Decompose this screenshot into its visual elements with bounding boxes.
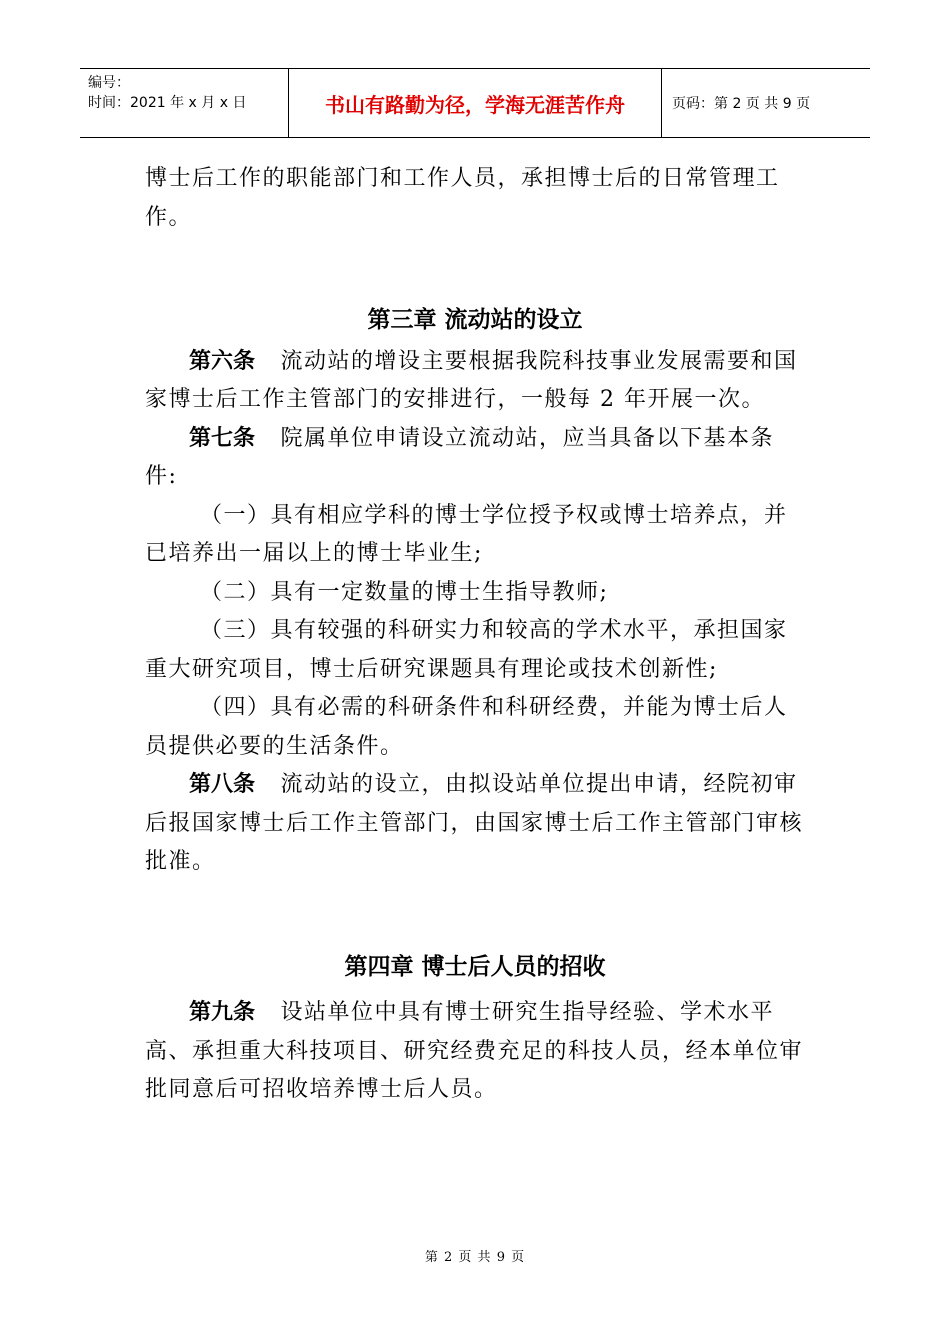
article-6-text: 流动站的增设主要根据我院科技事业发展需要和国家博士后工作主管部门的安排进行，一般每 2 年开展一次。 <box>145 348 798 412</box>
page-footer: 第 2 页 共 9 页 <box>424 1250 526 1265</box>
document-body <box>145 160 805 1110</box>
article-8-title: 第八条 <box>189 772 256 797</box>
article-9-text: 设站单位中具有博士研究生指导经验、学术水平高、承担重大科技项目、研究经费充足的科技人员，经本单位审批同意后可招收培养博士后人员。 <box>145 1000 804 1102</box>
document-number-label: 编号： <box>88 75 130 91</box>
article-9 <box>145 994 805 1110</box>
article-6 <box>145 343 805 420</box>
header-meta <box>80 69 288 137</box>
page-header <box>80 68 870 138</box>
article-8-text: 流动站的设立，由拟设站单位提出申请，经院初审后报国家博士后工作主管部门，由国家博士后工作主管部门审核批准。 <box>145 772 804 874</box>
list-item-2: （二）具有一定数量的博士生指导教师; <box>200 579 609 605</box>
header-page-number: 页码：第 2 页 共 9 页 <box>672 96 811 112</box>
article-7-text: 院属单位申请设立流动站，应当具备以下基本条件: <box>145 425 775 489</box>
article-8 <box>145 766 805 882</box>
list-item-1: （一）具有相应学科的博士学位授予权或博士培养点，并已培养出一届以上的博士毕业生; <box>145 502 788 566</box>
paragraph-continued: 博士后工作的职能部门和工作人员，承担博士后的日常管理工作。 <box>145 166 780 230</box>
chapter-heading-4: 第四章 博士后人员的招收 <box>344 953 606 980</box>
spacer <box>145 237 805 301</box>
article-6-title: 第六条 <box>189 348 256 374</box>
list-item-4: （四）具有必需的科研条件和科研经费，并能为博士后人员提供必要的生活条件。 <box>145 695 788 759</box>
document-date-label: 时间：2021 年 x 月 x 日 <box>88 95 247 111</box>
header-motto: 书山有路勤为径，学海无涯苦作舟 <box>288 69 662 137</box>
article-9-title: 第九条 <box>189 1000 256 1025</box>
spacer <box>145 882 805 948</box>
article-7-title: 第七条 <box>189 425 256 451</box>
chapter-heading-3: 第三章 流动站的设立 <box>367 307 583 333</box>
list-item-3: （三）具有较强的科研实力和较高的学术水平，承担国家重大研究项目，博士后研究课题具有理论或技术创新性; <box>145 618 788 682</box>
article-7 <box>145 420 805 497</box>
